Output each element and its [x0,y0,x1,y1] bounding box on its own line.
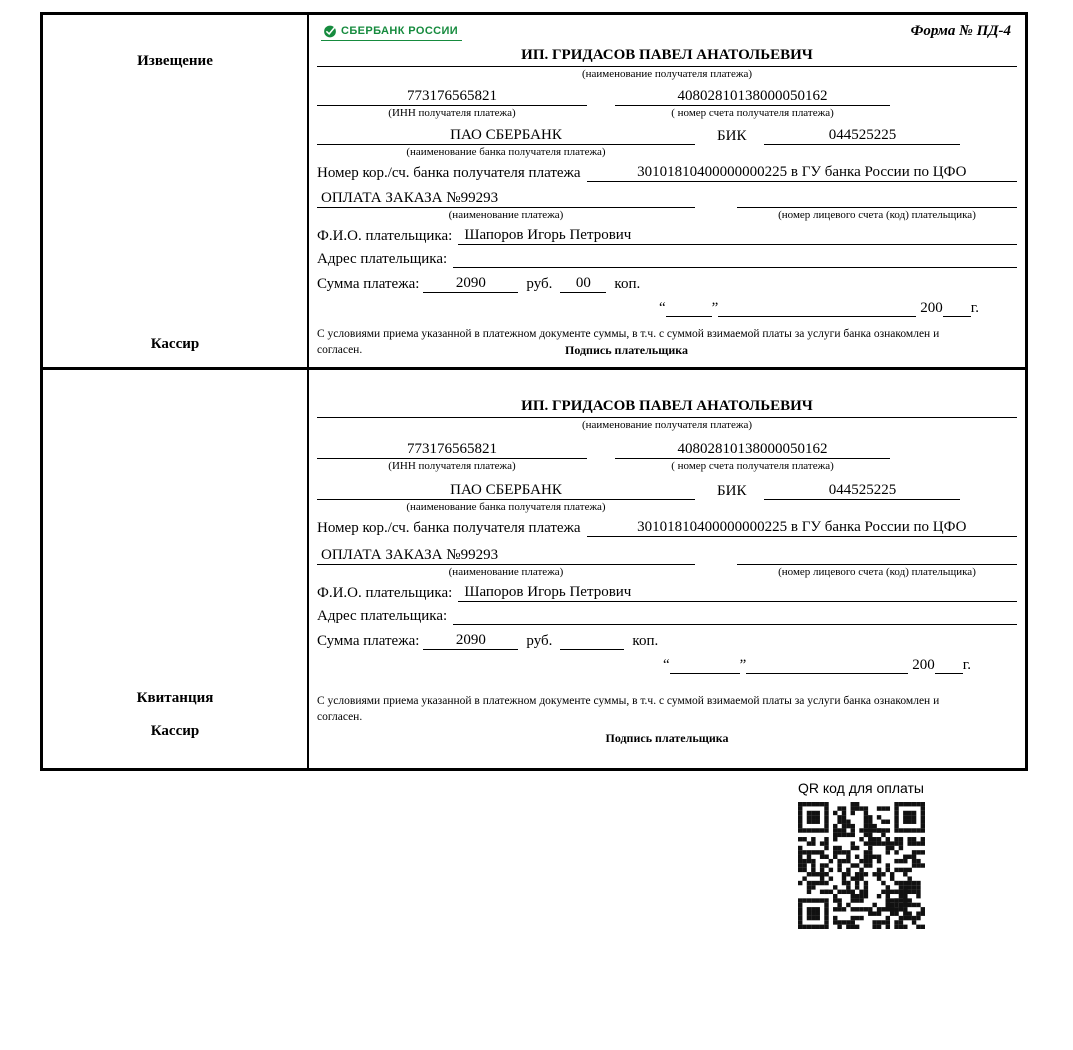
corr-account-label: Номер кор./сч. банка получателя платежа [317,165,581,181]
inn-value: 773176565821 [317,88,587,106]
qr-code [798,802,925,929]
agreement-text: С условиями приема указанной в платежном документе суммы, в т.ч. с суммой взимаемой платы за услуги банка ознакомлен и согласен. [317,328,940,356]
purpose-caption: (наименование платежа) [448,209,564,221]
date-quote-close: ” [711,300,719,316]
purpose-captions [317,566,1017,578]
date-year-suffix: г. [962,657,971,673]
purpose-caption: (наименование платежа) [448,566,564,578]
personal-account-caption: (номер лицевого счета (код) плательщика) [778,566,976,578]
bank-row [317,127,1017,145]
qr-block [775,780,947,929]
bank-name-value: ПАО СБЕРБАНК [317,127,695,145]
bank-row [317,482,1017,500]
sberbank-logo-text: СБЕРБАНК РОССИИ [341,25,459,37]
receipt-stub [43,370,309,768]
account-caption: ( номер счета получателя платежа) [671,107,834,119]
order-number: 99293 [460,190,499,206]
amount-rub-value: 2090 [423,275,518,293]
inn-caption: (ИНН получателя платежа) [388,107,516,119]
sberbank-logo [321,23,462,41]
notice-header-row [317,23,1017,47]
amount-row [317,275,1017,293]
date-year-blank [935,673,963,674]
payer-name-value: Шапоров Игорь Петрович [458,584,1017,602]
receipt-content [309,370,1025,768]
payer-address-label: Адрес плательщика: [317,608,448,624]
date-year-suffix: г. [970,300,979,316]
date-quote-open: “ [658,300,666,316]
date-quote-open: “ [662,657,670,673]
amount-label: Сумма платежа: [317,633,420,649]
kop-label: коп. [632,633,659,649]
date-day-blank [666,316,712,317]
receipt-section-label: Квитанция [136,690,214,706]
receipt-cashier-label: Кассир [150,723,200,739]
payer-name-label: Ф.И.О. плательщика: [317,228,453,244]
corr-account-value: 30101810400000000225 в ГУ банка России по ЦФО [587,164,1017,182]
corr-account-label: Номер кор./сч. банка получателя платежа [317,520,581,536]
inn-account-captions [317,460,1017,472]
inn-value: 773176565821 [317,441,587,459]
payer-row [317,227,1017,245]
personal-account-blank [737,564,1017,565]
notice-stub [43,15,309,367]
purpose-label: ОПЛАТА ЗАКАЗА № [321,190,461,206]
signature-label: Подпись плательщика [565,343,688,358]
payer-name-value: Шапоров Игорь Петрович [458,227,1017,245]
corr-account-row [317,519,1017,537]
amount-kop-value [560,649,624,650]
notice-cashier-label: Кассир [150,336,200,352]
receipt-section [43,370,1025,768]
inn-account-row [317,88,1017,106]
personal-account-blank [737,207,1017,208]
date-month-blank [746,673,908,674]
purpose-label: ОПЛАТА ЗАКАЗА № [321,547,461,563]
rub-label: руб. [526,276,553,292]
payer-name-label: Ф.И.О. плательщика: [317,585,453,601]
kop-label: коп. [614,276,641,292]
agreement-text: С условиями приема указанной в платежном документе суммы, в т.ч. с суммой взимаемой платы за услуги банка ознакомлен и согласен. [317,695,940,723]
sberbank-logo-icon [323,24,337,38]
address-row [317,251,1017,268]
agreement-block [317,327,1017,358]
account-caption: ( номер счета получателя платежа) [671,460,834,472]
notice-section [43,15,1025,370]
personal-account-caption: (номер лицевого счета (код) плательщика) [778,209,976,221]
date-day-blank [670,673,740,674]
recipient-caption: (наименование получателя платежа) [581,419,753,431]
bank-caption: (наименование банка получателя платежа) [406,501,606,513]
qr-label: QR код для оплаты [797,780,924,796]
payment-purpose-field [317,547,695,565]
amount-label: Сумма платежа: [317,276,420,292]
payer-address-blank [453,624,1017,625]
recipient-name: ИП. ГРИДАСОВ ПАВЕЛ АНАТОЛЬЕВИЧ [317,47,1017,67]
inn-caption: (ИНН получателя платежа) [388,460,516,472]
bank-caption: (наименование банка получателя платежа) [406,146,606,158]
bik-label: БИК [717,128,747,144]
notice-section-label: Извещение [137,53,213,69]
address-row [317,608,1017,625]
amount-kop-value: 00 [560,275,606,293]
payer-address-label: Адрес плательщика: [317,251,448,267]
amount-row [317,632,1017,650]
corr-account-row [317,164,1017,182]
account-value: 40802810138000050162 [615,88,890,106]
payer-row [317,584,1017,602]
bik-value: 044525225 [764,127,960,145]
date-month-blank [718,316,916,317]
rub-label: руб. [526,633,553,649]
bik-value: 044525225 [764,482,960,500]
signature-label: Подпись плательщика [605,731,729,746]
date-row [317,300,979,317]
payment-form-pd4 [40,12,1028,771]
recipient-caption: (наименование получателя платежа) [581,68,753,80]
payment-purpose-field [317,190,695,208]
inn-account-row [317,441,1017,459]
form-number-title: Форма № ПД-4 [910,23,1011,39]
date-quote-close: ” [739,657,747,673]
payer-address-blank [453,267,1017,268]
bank-name-value: ПАО СБЕРБАНК [317,482,695,500]
recipient-name: ИП. ГРИДАСОВ ПАВЕЛ АНАТОЛЬЕВИЧ [317,398,1017,418]
bik-label: БИК [717,483,747,499]
account-value: 40802810138000050162 [615,441,890,459]
date-year-prefix: 200 [920,300,943,316]
date-year-blank [943,316,971,317]
agreement-block [317,694,1017,725]
notice-content [309,15,1025,367]
corr-account-value: 30101810400000000225 в ГУ банка России по ЦФО [587,519,1017,537]
date-year-prefix: 200 [912,657,935,673]
date-row [317,657,971,674]
amount-rub-value: 2090 [423,632,518,650]
purpose-row [317,547,1017,565]
inn-account-captions [317,107,1017,119]
order-number: 99293 [460,547,499,563]
purpose-captions [317,209,1017,221]
purpose-row [317,190,1017,208]
